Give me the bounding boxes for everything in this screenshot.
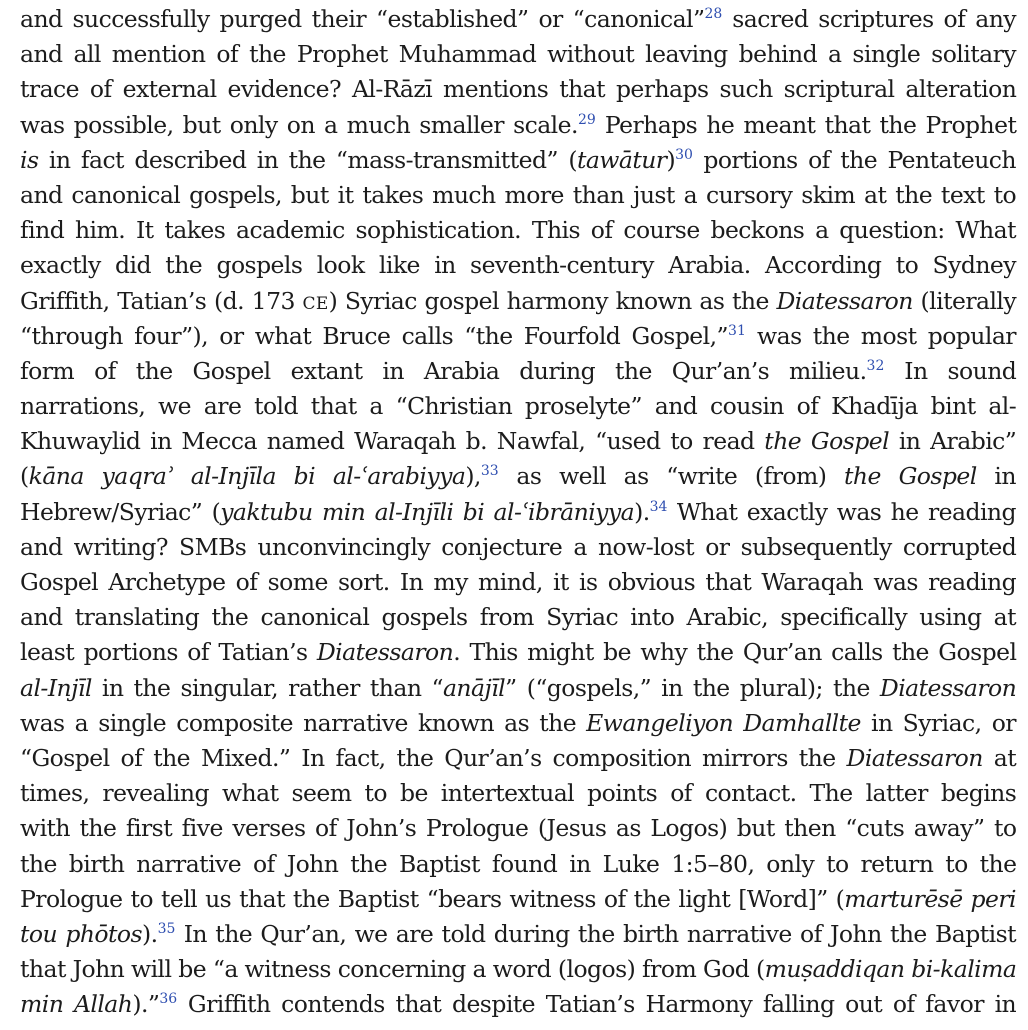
text-segment: Prologue to tell us that the Baptist “bears witness of the light [Word]” ( — [20, 884, 845, 913]
italic-text: Ewangeliyon Damhallte — [586, 708, 861, 737]
text-line — [20, 143, 1016, 178]
text-line — [20, 424, 1016, 459]
text-line — [20, 108, 1016, 143]
text-line — [20, 600, 1016, 635]
text-line — [20, 459, 1016, 494]
text-segment: ) Syriac gospel harmony known as the — [328, 286, 777, 315]
text-segment: and canonical gospels, but it takes much more than just a cursory skim at the text to — [20, 180, 1017, 209]
text-segment: ( — [20, 462, 29, 491]
text-segment: and writing? SMBs unconvincingly conjecture a now-lost or subsequently corrupted — [20, 532, 1017, 561]
italic-text: is — [20, 145, 39, 174]
italic-text: al-Injīl — [20, 673, 92, 702]
text-segment: Khuwaylid in Mecca named Waraqah b. Nawfal, “used to read — [20, 427, 765, 456]
text-line — [20, 987, 1016, 1022]
italic-text: muṣaddiqan bi-kalima — [764, 955, 1017, 984]
footnote-ref[interactable]: 29 — [577, 111, 596, 128]
text-line — [20, 917, 1016, 952]
footnote-ref[interactable]: 28 — [704, 6, 723, 22]
text-line — [20, 811, 1016, 846]
text-line — [20, 354, 1016, 389]
text-line — [20, 495, 1016, 530]
text-line — [20, 882, 1016, 917]
text-segment: form of the Gospel extant in Arabia during the Qur’an’s milieu. — [20, 356, 867, 385]
text-line — [20, 178, 1016, 213]
text-segment: in — [976, 462, 1016, 491]
text-segment: find him. It takes academic sophistication. This of course beckons a question: What — [20, 216, 1016, 245]
text-segment: least portions of Tatian’s — [20, 638, 317, 667]
text-line — [20, 776, 1016, 811]
text-line — [20, 565, 1016, 600]
text-line — [20, 72, 1016, 107]
italic-text: anājīl — [442, 673, 506, 702]
text-segment: Griffith contends that despite Tatian’s Harmony falling out of favor in — [177, 990, 1017, 1019]
body-paragraph — [20, 2, 1016, 1022]
italic-text: kāna yaqraʾ al-Injīla bi al-ʿarabiyya — [28, 462, 466, 491]
text-segment: What exactly was he reading — [667, 497, 1016, 526]
italic-text: tawātur — [576, 145, 667, 174]
text-line — [20, 319, 1016, 354]
italic-text: min Allah — [20, 990, 133, 1019]
text-line — [20, 706, 1016, 741]
italic-text: Diatessaron — [879, 673, 1017, 702]
footnote-ref[interactable]: 35 — [157, 920, 176, 937]
text-line — [20, 284, 1016, 319]
text-segment: portions of the Pentateuch — [692, 145, 1016, 174]
text-segment: “through four”), or what Bruce calls “the Fourfold Gospel,” — [20, 321, 729, 350]
text-segment: in fact described in the “mass-transmitted” ( — [38, 145, 577, 174]
footnote-ref[interactable]: 30 — [675, 146, 693, 163]
text-segment: In sound — [884, 356, 1017, 385]
text-segment: (literally — [912, 286, 1017, 315]
text-segment: “Gospel of the Mixed.” In fact, the Qur’an’s composition mirrors the — [20, 743, 847, 772]
text-line — [20, 2, 1016, 37]
text-segment: sacred scriptures of any — [722, 5, 1017, 33]
text-segment: . This might be why the Qur’an calls the Gospel — [453, 638, 1017, 667]
footnote-ref[interactable]: 36 — [159, 991, 178, 1008]
italic-text: Diatessaron — [776, 286, 913, 315]
italic-text: Diatessaron — [316, 638, 454, 667]
text-line — [20, 389, 1016, 424]
italic-text: Diatessaron — [846, 743, 983, 772]
text-segment: times, revealing what seem to be intertextual points of contact. The latter begins — [20, 779, 1017, 808]
text-segment: at — [982, 743, 1017, 772]
text-segment: and successfully purged their “established” or “canonical” — [20, 5, 705, 33]
text-line — [20, 952, 1016, 987]
text-segment: Gospel Archetype of some sort. In my mind, it is obvious that Waraqah was reading — [20, 568, 1017, 596]
text-segment: and all mention of the Prophet Muhammad without leaving behind a single solitary — [20, 40, 1016, 69]
text-segment: that John will be “a witness concerning a word (logos) from God ( — [20, 955, 765, 984]
text-segment: in Arabic” — [889, 427, 1017, 456]
text-segment: exactly did the gospels look like in seventh-century Arabia. According to Sydney — [20, 251, 1016, 280]
text-segment: Perhaps he meant that the Prophet — [595, 110, 1017, 139]
text-segment: ).” — [132, 990, 160, 1019]
footnote-ref[interactable]: 33 — [480, 463, 499, 480]
text-segment: and translating the canonical gospels from Syriac into Arabic, specifically using at — [20, 603, 1016, 632]
text-segment: in the singular, rather than “ — [91, 673, 443, 702]
text-line — [20, 530, 1016, 565]
italic-text: the Gospel — [764, 427, 890, 456]
italic-text: yaktubu min al-Injīli bi al-ʿibrāniyya — [220, 497, 635, 526]
text-segment: was possible, but only on a much smaller scale. — [20, 110, 578, 139]
text-segment: with the first five verses of John’s Prologue (Jesus as Logos) but then “cuts away” to — [20, 814, 1017, 843]
text-line — [20, 37, 1016, 72]
text-segment: was the most popular — [745, 321, 1016, 350]
text-line — [20, 213, 1016, 248]
text-segment: the birth narrative of John the Baptist found in Luke 1:5–80, only to return to the — [20, 849, 1017, 878]
text-segment: ). — [634, 497, 650, 526]
text-segment: in Syriac, or — [860, 708, 1016, 737]
text-segment: In the Qur’an, we are told during the birth narrative of John the Baptist — [175, 919, 1016, 948]
text-segment: Hebrew/Syriac” ( — [20, 497, 221, 526]
italic-text: the Gospel — [844, 462, 977, 491]
text-segment: narrations, we are told that a “Christian proselyte” and cousin of Khadīja bint al- — [20, 392, 1017, 421]
text-line — [20, 741, 1016, 776]
text-segment: ), — [465, 462, 481, 491]
text-segment: ). — [142, 919, 158, 948]
text-segment: Griffith, Tatian’s (d. 173 — [20, 286, 303, 315]
footnote-ref[interactable]: 32 — [866, 357, 885, 374]
footnote-ref[interactable]: 34 — [649, 498, 668, 515]
text-segment: ) — [666, 145, 676, 174]
italic-text: tou phōtos — [20, 919, 143, 948]
text-segment: ” (“gospels,” in the plural); the — [505, 673, 880, 702]
text-segment: was a single composite narrative known as the — [20, 708, 587, 737]
text-segment: trace of external evidence? Al-Rāzī mentions that perhaps such scriptural alteration — [20, 75, 1017, 104]
text-segment: CE — [302, 293, 329, 314]
text-line — [20, 847, 1016, 882]
text-line — [20, 635, 1016, 670]
italic-text: marturēsē peri — [844, 884, 1017, 913]
text-segment: as well as “write (from) — [498, 462, 845, 491]
text-line — [20, 671, 1016, 706]
text-line — [20, 248, 1016, 283]
footnote-ref[interactable]: 31 — [728, 322, 746, 339]
